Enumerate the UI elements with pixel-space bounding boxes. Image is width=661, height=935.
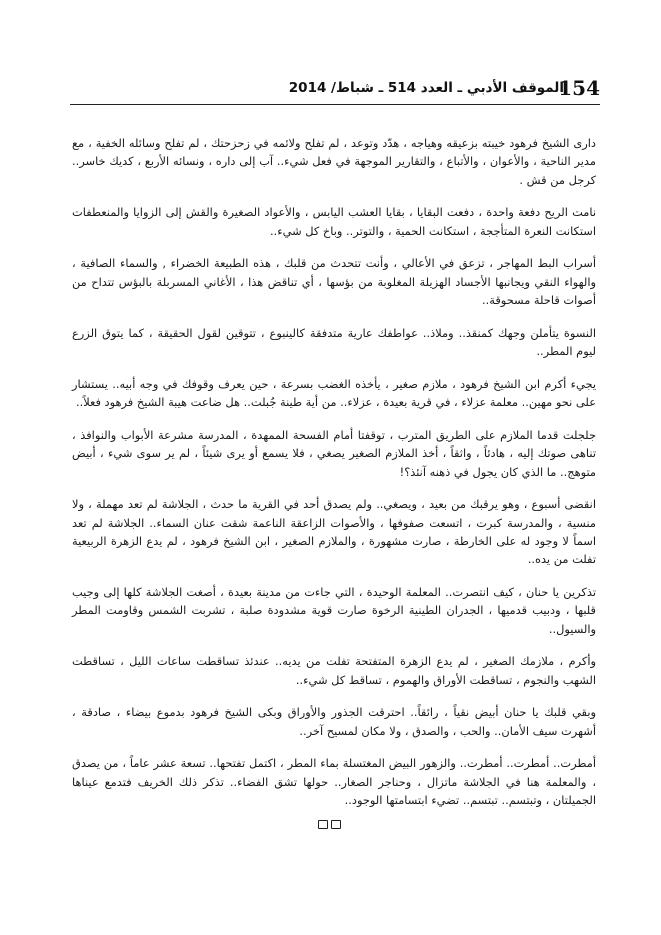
paragraph: جلجلت قدما الملازم على الطريق المترب ، توقفتا أمام الفسحة الممهدة ، المدرسة مشرعة الأبواب والنوافذ ، تناهى صوتك إليه ، هادئاً ، واثقاً ، أخذ الملازم الصغير يصغي ، فلا يسمع أو يرى شيئاً ، لم ير سوى شيء ، أبيض متوهج.. ما الذي كان يجول في ذهنه آنئذ؟!: [72, 427, 596, 479]
ornament-square-icon: [331, 820, 341, 829]
paragraph: نامت الريح دفعة واحدة ، دفعت البقايا ، بقايا العشب اليابس ، والأعواد الصغيرة والقش إلى الزوايا والمنعطفات استكانت النعرة المتأججة ، استكانت الحمية ، والتوتر.. وباخ كل شيء..: [72, 205, 596, 238]
article-body: [72, 134, 596, 810]
paragraph: وأكرم ، ملازمك الصغير ، لم يدع الزهرة المتفتحة تفلت من يديه.. عندئذ تساقطت ساعات الليل ، تساقطت الشهب والنجوم ، تساقطت الأوراق والهموم ، تساقط كل شيء..: [72, 654, 596, 687]
footer-ornament: [318, 820, 341, 829]
paragraph: انقضى أسبوع ، وهو يرقبك من بعيد ، ويصغي.. ولم يصدق أحد في القرية ما حدث ، الجلاشة لم تعد مهملة ، ولا منسية ، والمدرسة كبرت ، اتسعت صفوفها ، والأصوات الزاعقة الناعمة شقت عنان السماء.. الجلاشة لم تعد اسماً لا وجود له على الخارطة ، صارت مشهورة ، والملازم الصغير ، ابن الشيخ فرهود ، لم يدع الزهرة الربيعية تفلت من يده..: [72, 497, 596, 567]
paragraph: أمطرت.. أمطرت.. أمطرت.. والزهور البيض المغتسلة بماء المطر ، اكتمل تفتحها.. تسعة عشر عاماً ، من يصدق ، والمعلمة هنا في الجلاشة ماتزال ، وحناجر الصغار.. حولها تشق الفضاء.. تذكر ذلك الخريف فتدمع عيناها الجميلتان ، وتبتسم.. تبتسم.. تضيء ابتسامتها الوجود..: [72, 756, 596, 808]
ornament-square-icon: [318, 820, 328, 829]
paragraph: تذكرين يا حنان ، كيف انتصرت.. المعلمة الوحيدة ، التي جاءت من مدينة بعيدة ، أصغت الجلاشة كلها إلى وجيب قلبها ، ودبيب قدميها ، الجدران الطينية الرخوة صارت قوية مشدودة صلبة ، تشربت الشمس وقاومت المطر والسيول..: [72, 585, 596, 636]
paragraph: أسراب البط المهاجر ، تزعق في الأعالي ، وأنت تتحدث من قلبك ، هذه الطبيعة الخضراء , والسماء الصافية ، والهواء النقي ويجانبها الأجساد الهزيلة المغلوبة من بؤسها ، أي تناقض هذا ، الأغاني المسربلة بالبؤس تتداح من أصوات قاحلة مسحوقة..: [72, 256, 596, 308]
page-number: 154: [558, 76, 600, 100]
running-header: [70, 74, 600, 105]
paragraph: وبقي قلبك يا حنان أبيض نقياً ، رائقاً.. احترقت الجذور والأوراق وبكى الشيخ فرهود بدموع بيضاء ، صادقة ، أشهرت سيف الأمان.. والحب ، والصدق ، ولا مكان لمسيح آخر..: [72, 705, 596, 738]
paragraph: النسوة يتأملن وجهك كمنقذ.. وملاذ.. عواطفك عارية متدفقة كالينبوع ، تتوقين لقول الحقيقة ، كما يتوق الزرع ليوم المطر..: [72, 325, 596, 359]
journal-issue-line: الموقف الأدبي ـ العدد 514 ـ شباط/ 2014: [288, 80, 564, 96]
paragraph: يجيء أكرم ابن الشيخ فرهود ، ملازم صغير ، يأخذه الغضب بسرعة ، حين يعرف وقوفك في وجه أبيه.. يستشار على نحو مهين.. معلمة عزلاء ، في قرية بعيدة ، عزلاء.. من أية طينة جُبلت.. هل ضاعت هيبة الشيخ فرهود فعلاً..: [72, 376, 596, 410]
paragraph: دارى الشيخ فرهود خيبته بزعيقه وهياجه ، هدّد وتوعد ، لم تفلح ولائمه في زحزحتك ، لم تفلح وسائله الخفية ، مع مدير الناحية ، والأعوان ، والأتباع ، والتقارير الموجهة في فعل شيء.. آب إلى داره ، ونسائه الأربع ، كديك خاسر.. كرجل من قش .: [72, 136, 596, 187]
